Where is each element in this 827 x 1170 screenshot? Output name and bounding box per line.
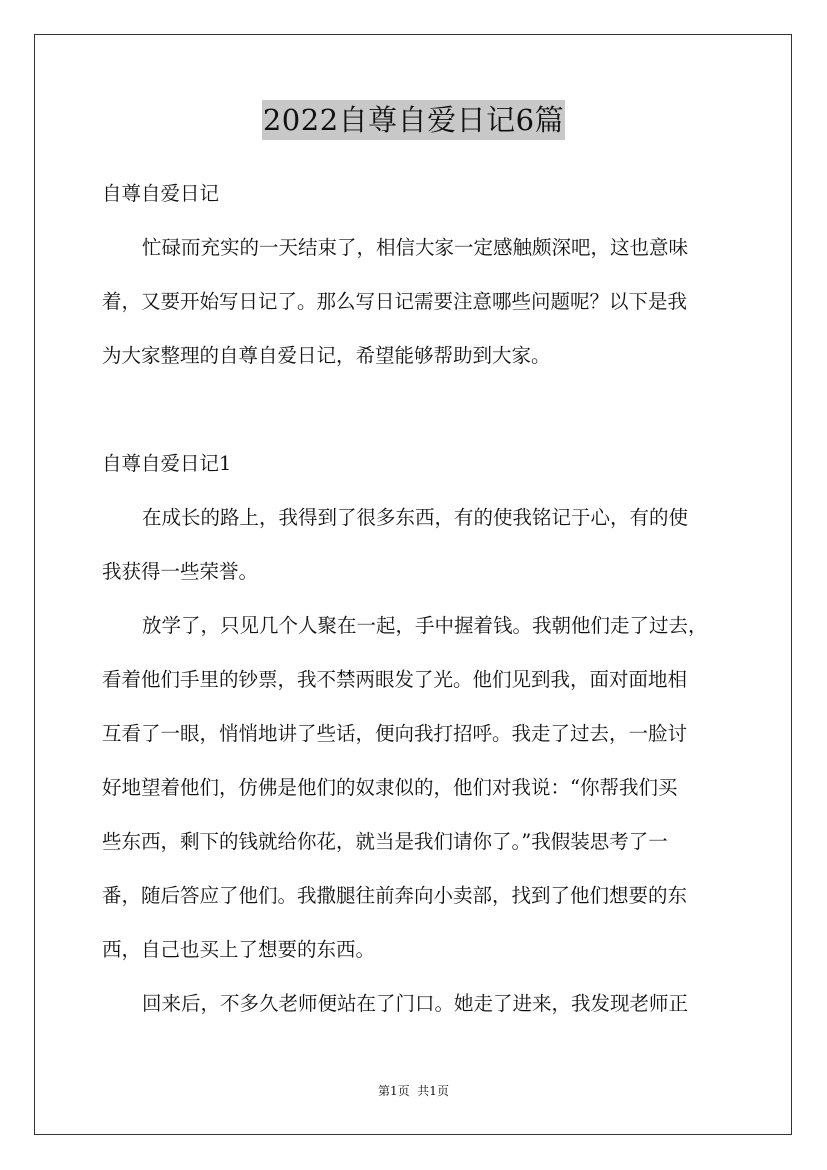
document-title: 2022自尊自爱日记6篇 — [262, 100, 565, 140]
section-heading: 自尊自爱日记1 — [102, 452, 232, 475]
paragraph-line: 番，随后答应了他们。我撒腿往前奔向小卖部，找到了他们想要的东 — [102, 884, 688, 907]
paragraph-line: 西，自己也买上了想要的东西。 — [102, 938, 376, 961]
paragraph-line: 我获得一些荣誉。 — [102, 560, 259, 583]
paragraph-line: 回来后，不多久老师便站在了门口。她走了进来，我发现老师正 — [142, 992, 689, 1015]
paragraph-line: 放学了，只见几个人聚在一起，手中握着钱。我朝他们走了过去， — [142, 614, 708, 637]
paragraph-line: 在成长的路上，我得到了很多东西，有的使我铭记于心，有的使 — [142, 506, 689, 529]
paragraph-line: 着，又要开始写日记了。那么写日记需要注意哪些问题呢？以下是我 — [102, 290, 688, 313]
paragraph-line: 互看了一眼，悄悄地讲了些话，便向我打招呼。我走了过去，一脸讨 — [102, 722, 688, 745]
paragraph-line: 为大家整理的自尊自爱日记，希望能够帮助到大家。 — [102, 344, 551, 367]
title-container — [0, 100, 827, 140]
paragraph-line: 好地望着他们，仿佛是他们的奴隶似的，他们对我说：“你帮我们买 — [102, 776, 678, 799]
section-heading: 自尊自爱日记 — [102, 182, 220, 205]
paragraph-line: 忙碌而充实的一天结束了，相信大家一定感触颇深吧，这也意味 — [142, 236, 689, 259]
paragraph-line: 些东西，剩下的钱就给你花，就当是我们请你了。”我假装思考了一 — [102, 830, 668, 853]
page-footer: 第1页 共1页 — [378, 1084, 449, 1098]
paragraph-line: 看着他们手里的钞票，我不禁两眼发了光。他们见到我，面对面地相 — [102, 668, 688, 691]
